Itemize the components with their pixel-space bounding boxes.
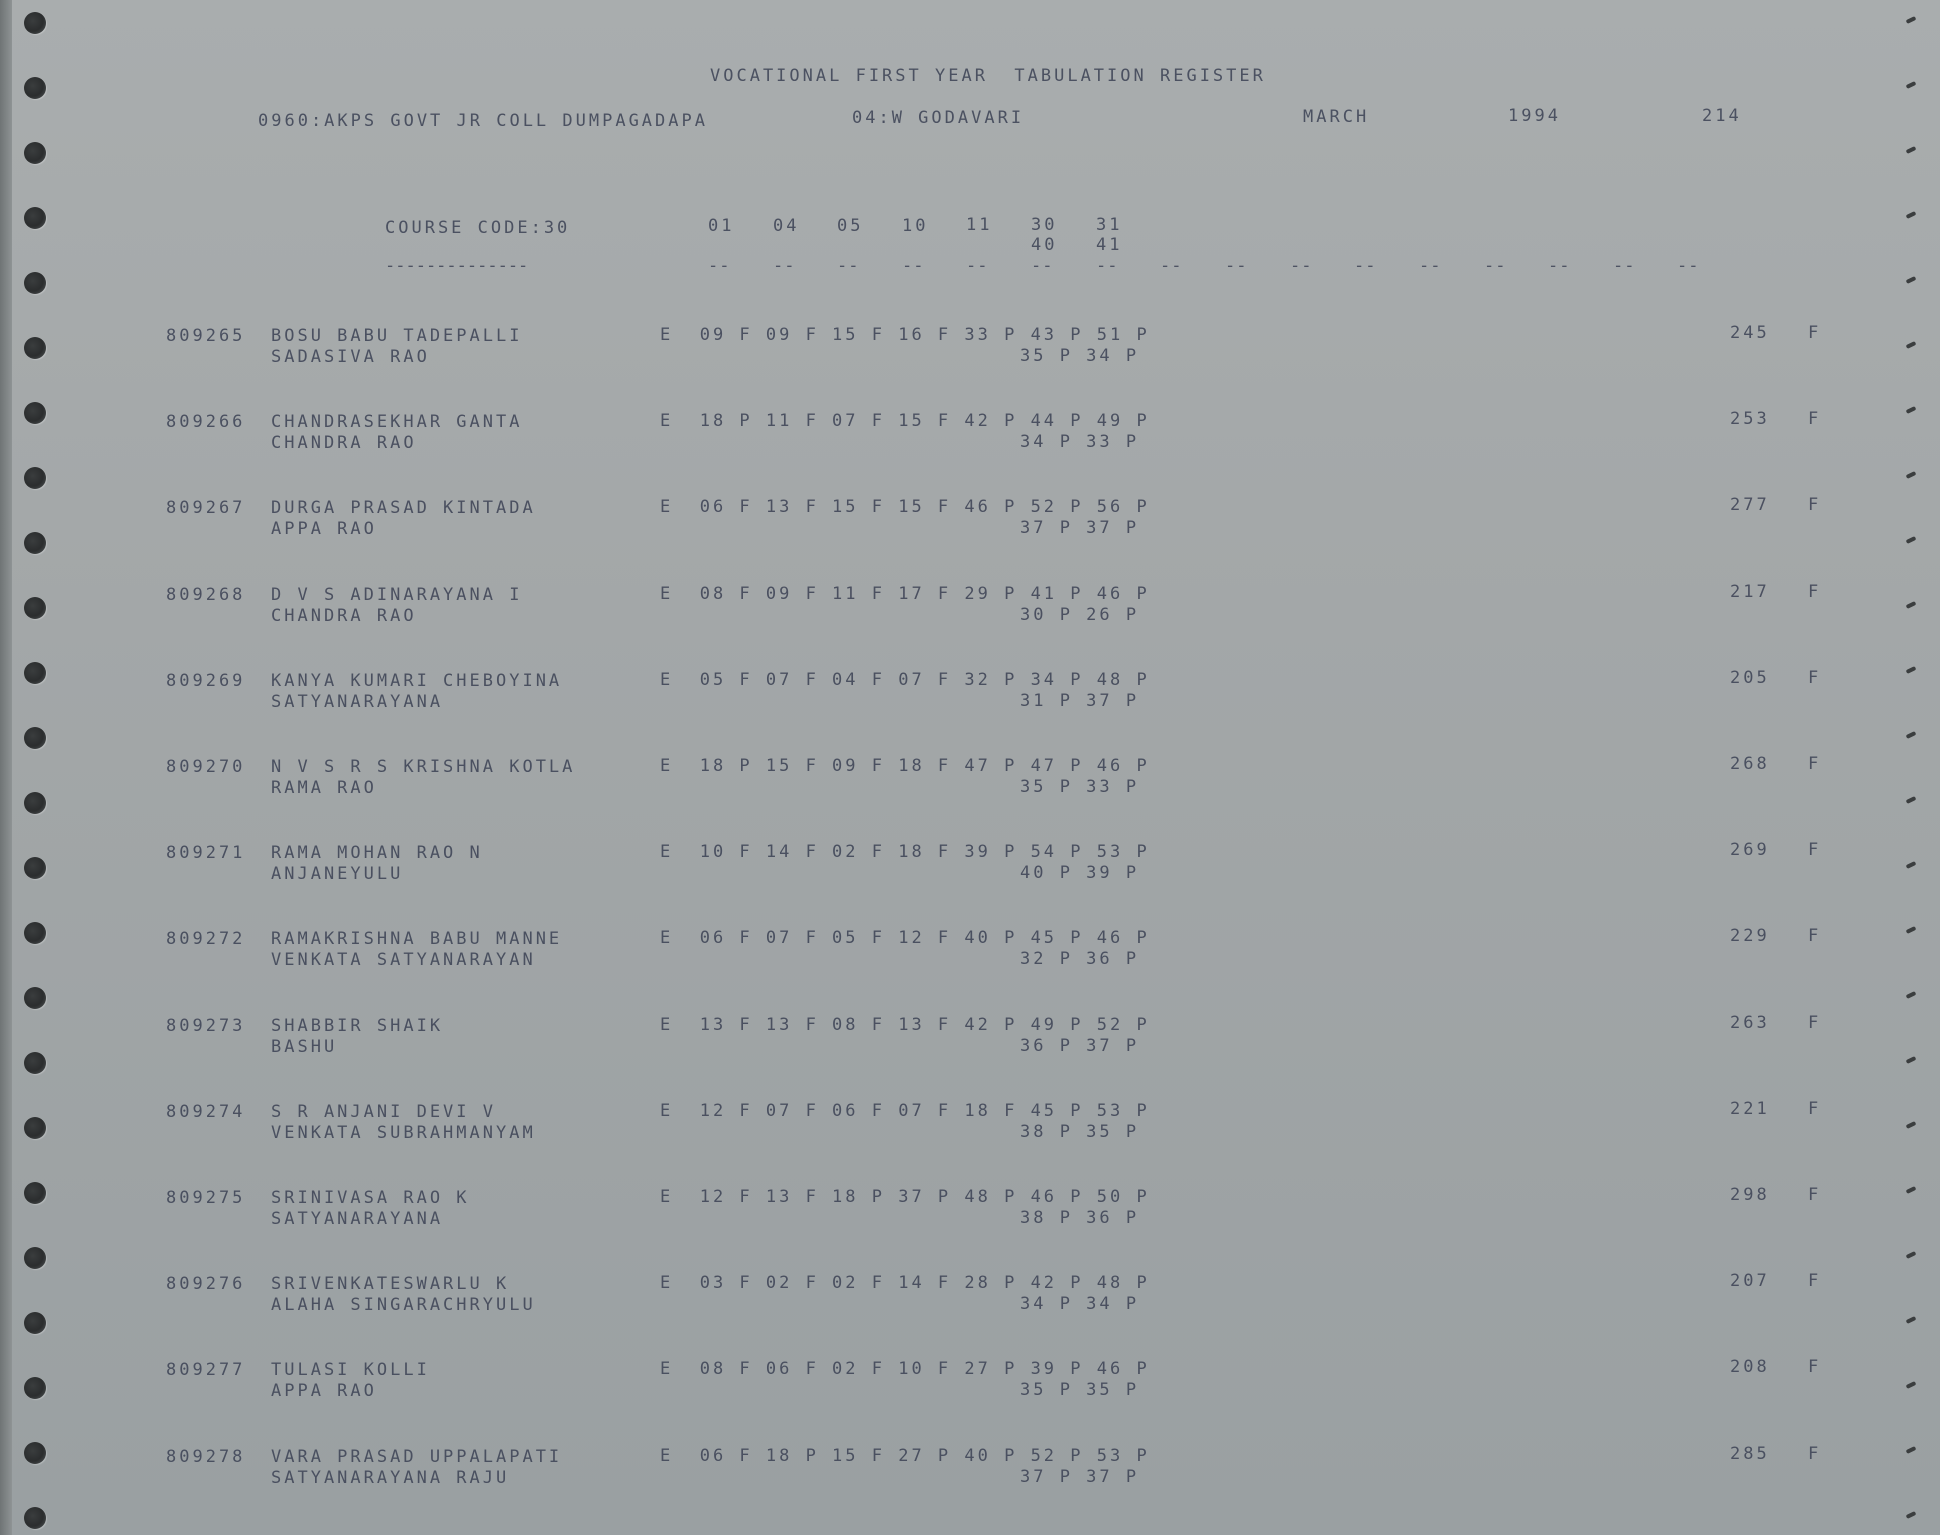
student-parent-name: SADASIVA RAO bbox=[271, 347, 430, 367]
student-parent-name: SATYANARAYANA bbox=[271, 692, 444, 712]
perforation-mark bbox=[1906, 1511, 1917, 1519]
student-id: 809274 bbox=[166, 1102, 246, 1122]
column-underline: -- bbox=[837, 256, 860, 276]
student-result: F bbox=[1808, 1357, 1822, 1377]
page-number: 214 bbox=[1702, 106, 1742, 126]
student-row bbox=[0, 668, 1940, 718]
course-code-underline: -------------- bbox=[385, 256, 529, 276]
student-row bbox=[0, 1185, 1940, 1235]
feed-hole bbox=[24, 727, 46, 749]
student-result: F bbox=[1808, 1099, 1822, 1119]
student-result: F bbox=[1808, 582, 1822, 602]
student-id: 809272 bbox=[166, 929, 246, 949]
student-parent-name: CHANDRA RAO bbox=[271, 606, 417, 626]
student-row bbox=[0, 582, 1940, 632]
student-total: 263 bbox=[1730, 1013, 1770, 1033]
student-id: 809277 bbox=[166, 1360, 246, 1380]
student-marks: E 05 F 07 F 04 F 07 F 32 P 34 P 48 P bbox=[660, 670, 1150, 690]
column-underline: -- bbox=[773, 256, 796, 276]
student-total: 285 bbox=[1730, 1444, 1770, 1464]
subject-code-30: 30 bbox=[1031, 215, 1058, 235]
perforation-mark bbox=[1906, 146, 1917, 154]
student-total: 221 bbox=[1730, 1099, 1770, 1119]
student-name: RAMA MOHAN RAO N bbox=[271, 843, 483, 863]
feed-hole bbox=[24, 272, 46, 294]
feed-hole bbox=[24, 1507, 46, 1529]
student-row bbox=[0, 409, 1940, 459]
student-id: 809275 bbox=[166, 1188, 246, 1208]
student-result: F bbox=[1808, 1013, 1822, 1033]
register-title: VOCATIONAL FIRST YEAR TABULATION REGISTER bbox=[710, 66, 1266, 86]
subject-code-31: 31 bbox=[1096, 215, 1123, 235]
student-id: 809265 bbox=[166, 326, 246, 346]
student-marks-second-year: 37 P 37 P bbox=[1020, 518, 1140, 538]
feed-hole bbox=[24, 142, 46, 164]
student-total: 245 bbox=[1730, 323, 1770, 343]
student-id: 809273 bbox=[166, 1016, 246, 1036]
student-row bbox=[0, 323, 1940, 373]
student-marks: E 03 F 02 F 02 F 14 F 28 P 42 P 48 P bbox=[660, 1273, 1150, 1293]
student-marks: E 06 F 13 F 15 F 15 F 46 P 52 P 56 P bbox=[660, 497, 1150, 517]
student-total: 269 bbox=[1730, 840, 1770, 860]
subject-code-40: 40 bbox=[1031, 235, 1058, 255]
student-total: 253 bbox=[1730, 409, 1770, 429]
student-name: S R ANJANI DEVI V bbox=[271, 1102, 496, 1122]
perforation-mark bbox=[1906, 991, 1917, 999]
column-underline: -- bbox=[1354, 256, 1377, 276]
column-underline: -- bbox=[1419, 256, 1442, 276]
college-code: 0960:AKPS GOVT JR COLL DUMPAGADAPA bbox=[258, 111, 708, 131]
student-parent-name: ALAHA SINGARACHRYULU bbox=[271, 1295, 536, 1315]
exam-month: MARCH bbox=[1303, 107, 1370, 127]
column-underline: -- bbox=[1160, 256, 1183, 276]
feed-hole bbox=[24, 1247, 46, 1269]
student-id: 809270 bbox=[166, 757, 246, 777]
student-parent-name: APPA RAO bbox=[271, 1381, 377, 1401]
student-parent-name: CHANDRA RAO bbox=[271, 433, 417, 453]
feed-hole bbox=[24, 987, 46, 1009]
student-total: 229 bbox=[1730, 926, 1770, 946]
student-id: 809269 bbox=[166, 671, 246, 691]
student-row bbox=[0, 1444, 1940, 1494]
student-marks: E 06 F 18 P 15 F 27 P 40 P 52 P 53 P bbox=[660, 1446, 1150, 1466]
student-row bbox=[0, 840, 1940, 890]
student-row bbox=[0, 926, 1940, 976]
student-name: VARA PRASAD UPPALAPATI bbox=[271, 1447, 563, 1467]
column-underline: -- bbox=[1096, 256, 1119, 276]
student-marks-second-year: 34 P 34 P bbox=[1020, 1294, 1140, 1314]
student-name: CHANDRASEKHAR GANTA bbox=[271, 412, 523, 432]
student-name: TULASI KOLLI bbox=[271, 1360, 430, 1380]
perforation-mark bbox=[1906, 731, 1917, 739]
student-total: 268 bbox=[1730, 754, 1770, 774]
student-marks: E 10 F 14 F 02 F 18 F 39 P 54 P 53 P bbox=[660, 842, 1150, 862]
feed-hole bbox=[24, 467, 46, 489]
student-total: 217 bbox=[1730, 582, 1770, 602]
student-marks: E 12 F 13 F 18 P 37 P 48 P 46 P 50 P bbox=[660, 1187, 1150, 1207]
student-name: SRINIVASA RAO K bbox=[271, 1188, 470, 1208]
student-marks: E 18 P 15 F 09 F 18 F 47 P 47 P 46 P bbox=[660, 756, 1150, 776]
student-name: BOSU BABU TADEPALLI bbox=[271, 326, 523, 346]
student-total: 277 bbox=[1730, 495, 1770, 515]
student-result: F bbox=[1808, 1271, 1822, 1291]
student-marks: E 12 F 07 F 06 F 07 F 18 F 45 P 53 P bbox=[660, 1101, 1150, 1121]
subject-code-41: 41 bbox=[1096, 235, 1123, 255]
student-marks: E 08 F 09 F 11 F 17 F 29 P 41 P 46 P bbox=[660, 584, 1150, 604]
subject-code-11: 11 bbox=[966, 215, 993, 235]
student-name: N V S R S KRISHNA KOTLA bbox=[271, 757, 576, 777]
student-parent-name: SATYANARAYANA bbox=[271, 1209, 444, 1229]
feed-hole bbox=[24, 207, 46, 229]
student-id: 809268 bbox=[166, 585, 246, 605]
student-marks-second-year: 31 P 37 P bbox=[1020, 691, 1140, 711]
feed-hole bbox=[24, 12, 46, 34]
student-parent-name: SATYANARAYANA RAJU bbox=[271, 1468, 510, 1488]
student-parent-name: RAMA RAO bbox=[271, 778, 377, 798]
perforation-mark bbox=[1906, 471, 1917, 479]
student-marks-second-year: 40 P 39 P bbox=[1020, 863, 1140, 883]
column-underline: -- bbox=[1677, 256, 1700, 276]
student-result: F bbox=[1808, 840, 1822, 860]
perforation-mark bbox=[1906, 1251, 1917, 1259]
student-parent-name: VENKATA SATYANARAYAN bbox=[271, 950, 536, 970]
subject-code-04: 04 bbox=[773, 216, 800, 236]
student-id: 809267 bbox=[166, 498, 246, 518]
column-underline: -- bbox=[902, 256, 925, 276]
student-row bbox=[0, 1013, 1940, 1063]
student-marks: E 06 F 07 F 05 F 12 F 40 P 45 P 46 P bbox=[660, 928, 1150, 948]
perforation-mark bbox=[1906, 81, 1917, 89]
student-id: 809271 bbox=[166, 843, 246, 863]
student-total: 298 bbox=[1730, 1185, 1770, 1205]
student-marks-second-year: 38 P 35 P bbox=[1020, 1122, 1140, 1142]
subject-code-10: 10 bbox=[902, 216, 929, 236]
student-result: F bbox=[1808, 495, 1822, 515]
student-id: 809278 bbox=[166, 1447, 246, 1467]
student-name: D V S ADINARAYANA I bbox=[271, 585, 523, 605]
student-result: F bbox=[1808, 926, 1822, 946]
student-total: 205 bbox=[1730, 668, 1770, 688]
student-total: 208 bbox=[1730, 1357, 1770, 1377]
student-id: 809266 bbox=[166, 412, 246, 432]
student-result: F bbox=[1808, 323, 1822, 343]
student-marks: E 13 F 13 F 08 F 13 F 42 P 49 P 52 P bbox=[660, 1015, 1150, 1035]
column-underline: -- bbox=[1225, 256, 1248, 276]
student-total: 207 bbox=[1730, 1271, 1770, 1291]
subject-code-01: 01 bbox=[708, 216, 735, 236]
student-name: RAMAKRISHNA BABU MANNE bbox=[271, 929, 563, 949]
student-id: 809276 bbox=[166, 1274, 246, 1294]
student-parent-name: APPA RAO bbox=[271, 519, 377, 539]
student-name: DURGA PRASAD KINTADA bbox=[271, 498, 536, 518]
student-marks-second-year: 36 P 37 P bbox=[1020, 1036, 1140, 1056]
student-result: F bbox=[1808, 1444, 1822, 1464]
student-parent-name: ANJANEYULU bbox=[271, 864, 404, 884]
student-result: F bbox=[1808, 409, 1822, 429]
student-parent-name: VENKATA SUBRAHMANYAM bbox=[271, 1123, 536, 1143]
student-name: KANYA KUMARI CHEBOYINA bbox=[271, 671, 563, 691]
perforation-mark bbox=[1906, 16, 1917, 24]
student-row bbox=[0, 754, 1940, 804]
column-underline: -- bbox=[1484, 256, 1507, 276]
column-underline: -- bbox=[1031, 256, 1054, 276]
student-result: F bbox=[1808, 668, 1822, 688]
student-row bbox=[0, 1271, 1940, 1321]
student-marks-second-year: 30 P 26 P bbox=[1020, 605, 1140, 625]
student-result: F bbox=[1808, 1185, 1822, 1205]
column-underline: -- bbox=[966, 256, 989, 276]
student-marks-second-year: 32 P 36 P bbox=[1020, 949, 1140, 969]
student-name: SRIVENKATESWARLU K bbox=[271, 1274, 510, 1294]
column-underline: -- bbox=[1290, 256, 1313, 276]
perforation-mark bbox=[1906, 276, 1917, 284]
column-underline: -- bbox=[1548, 256, 1571, 276]
student-result: F bbox=[1808, 754, 1822, 774]
student-marks-second-year: 38 P 36 P bbox=[1020, 1208, 1140, 1228]
subject-code-05: 05 bbox=[837, 216, 864, 236]
student-marks-second-year: 35 P 34 P bbox=[1020, 346, 1140, 366]
student-marks-second-year: 37 P 37 P bbox=[1020, 1467, 1140, 1487]
student-marks-second-year: 35 P 33 P bbox=[1020, 777, 1140, 797]
course-code-label: COURSE CODE:30 bbox=[385, 218, 571, 238]
student-parent-name: BASHU bbox=[271, 1037, 338, 1057]
student-row bbox=[0, 1099, 1940, 1149]
student-name: SHABBIR SHAIK bbox=[271, 1016, 444, 1036]
perforation-mark bbox=[1906, 211, 1917, 219]
student-marks: E 18 P 11 F 07 F 15 F 42 P 44 P 49 P bbox=[660, 411, 1150, 431]
student-marks: E 09 F 09 F 15 F 16 F 33 P 43 P 51 P bbox=[660, 325, 1150, 345]
feed-hole bbox=[24, 77, 46, 99]
student-marks-second-year: 34 P 33 P bbox=[1020, 432, 1140, 452]
district-code: 04:W GODAVARI bbox=[852, 108, 1025, 128]
column-underline: -- bbox=[1613, 256, 1636, 276]
student-row bbox=[0, 1357, 1940, 1407]
student-marks-second-year: 35 P 35 P bbox=[1020, 1380, 1140, 1400]
column-underline: -- bbox=[708, 256, 731, 276]
exam-year: 1994 bbox=[1508, 106, 1561, 126]
student-marks: E 08 F 06 F 02 F 10 F 27 P 39 P 46 P bbox=[660, 1359, 1150, 1379]
student-row bbox=[0, 495, 1940, 545]
